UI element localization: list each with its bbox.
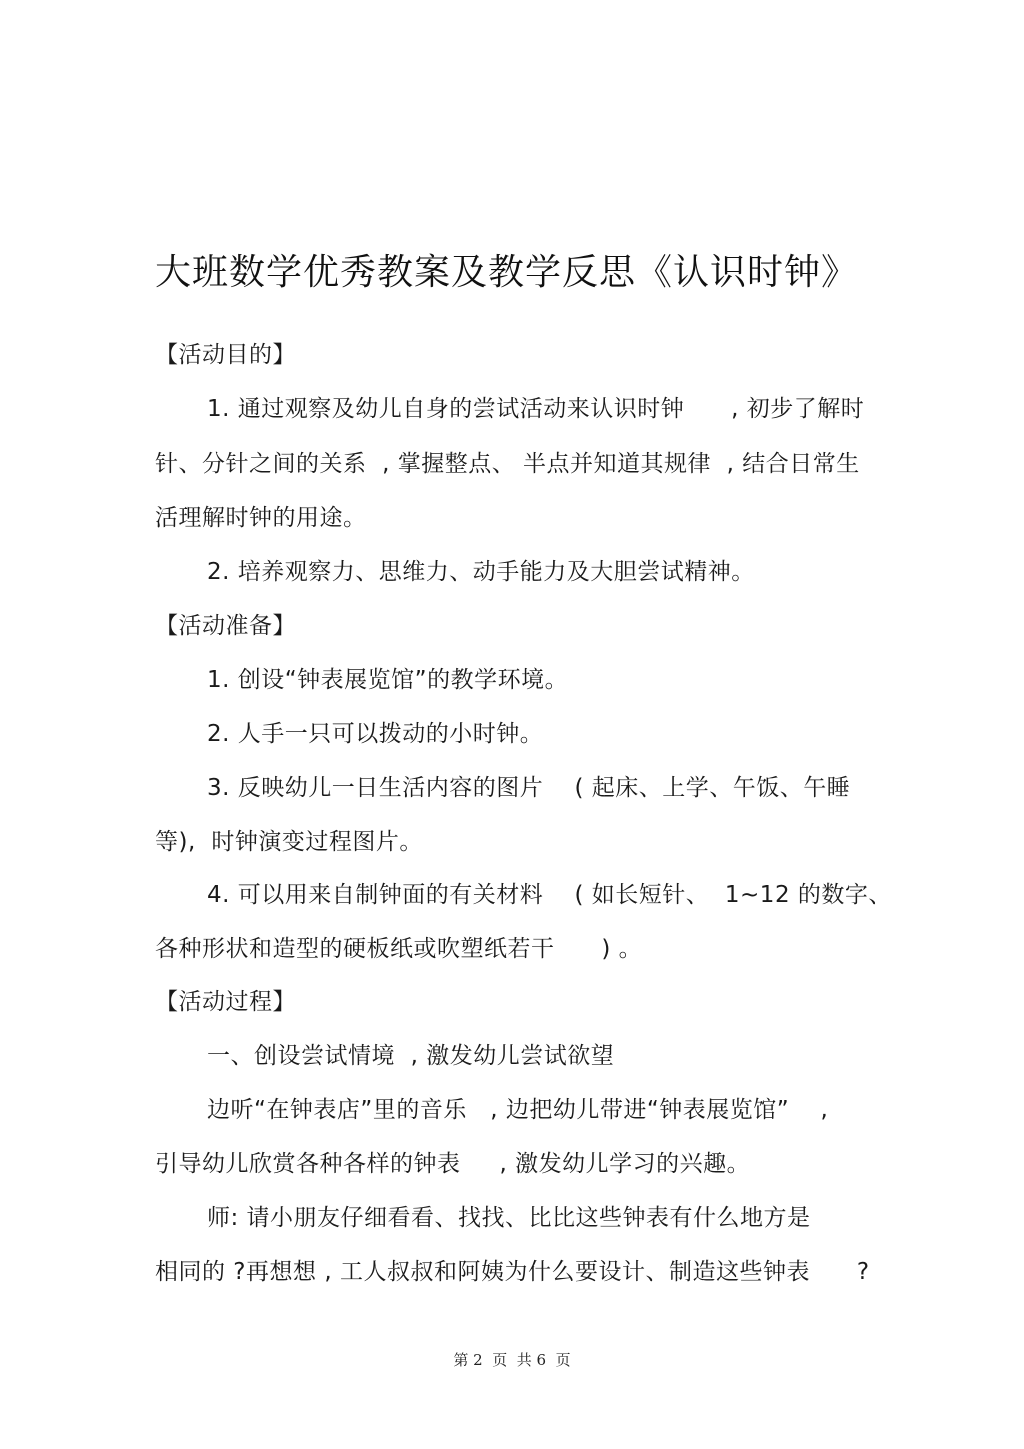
paragraph-line: 师: 请小朋友仔细看看、找找、比比这些钟表有什么地方是 bbox=[207, 1205, 811, 1231]
paragraph-line: 1. 创设“钟表展览馆”的教学环境。 bbox=[207, 667, 569, 693]
paragraph-line: 引导幼儿欣赏各种各样的钟表 , 激发幼儿学习的兴趣。 bbox=[155, 1151, 751, 1177]
paragraph-line: 活理解时钟的用途。 bbox=[155, 505, 367, 531]
paragraph-line: 相同的 ?再想想 , 工人叔叔和阿姨为什么要设计、制造这些钟表 ? bbox=[155, 1259, 870, 1285]
section-heading-objectives: 【活动目的】 bbox=[155, 342, 296, 368]
page-number-footer: 第 2 页 共 6 页 bbox=[453, 1351, 571, 1369]
paragraph-line: 3. 反映幼儿一日生活内容的图片 ( 起床、上学、午饭、午睡 bbox=[207, 775, 851, 801]
paragraph-line: 一、创设尝试情境 , 激发幼儿尝试欲望 bbox=[207, 1043, 615, 1069]
paragraph-line: 2. 培养观察力、思维力、动手能力及大胆尝试精神。 bbox=[207, 559, 755, 585]
paragraph-line: 1. 通过观察及幼儿自身的尝试活动来认识时钟 , 初步了解时 bbox=[207, 396, 865, 422]
section-heading-preparation: 【活动准备】 bbox=[155, 613, 296, 639]
section-heading-process: 【活动过程】 bbox=[155, 989, 296, 1015]
paragraph-line: 针、分针之间的关系 , 掌握整点、 半点并知道其规律 , 结合日常生 bbox=[155, 451, 860, 477]
document-title: 大班数学优秀教案及教学反思《认识时钟》 bbox=[155, 252, 859, 293]
paragraph-line: 2. 人手一只可以拨动的小时钟。 bbox=[207, 721, 544, 747]
paragraph-line: 边听“在钟表店”里的音乐 , 边把幼儿带进“钟表展览馆” , bbox=[207, 1097, 829, 1123]
paragraph-line: 等), 时钟演变过程图片。 bbox=[155, 829, 423, 855]
paragraph-line: 4. 可以用来自制钟面的有关材料 ( 如长短针、 1~12 的数字、 bbox=[207, 882, 892, 908]
paragraph-line: 各种形状和造型的硬板纸或吹塑纸若干 ) 。 bbox=[155, 936, 643, 962]
